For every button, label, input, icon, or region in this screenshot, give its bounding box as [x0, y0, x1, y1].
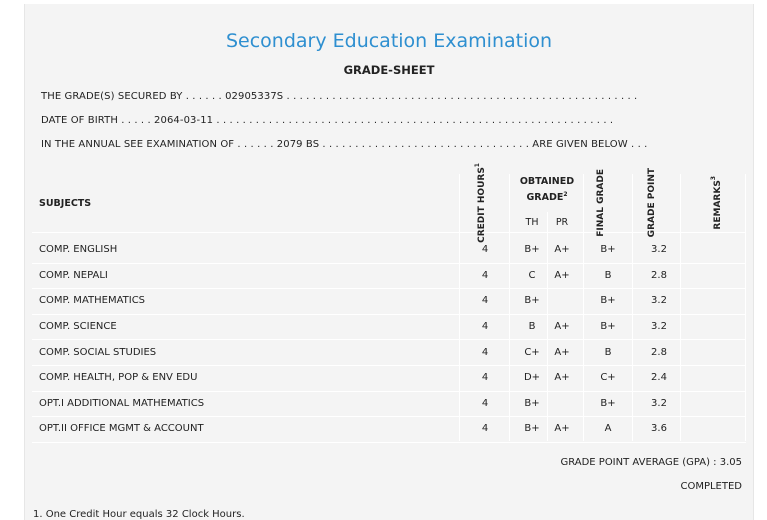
th-grade-cell: C+ [524, 346, 540, 358]
final-grade-cell: B+ [600, 295, 616, 307]
exam-label: IN THE ANNUAL SEE EXAMINATION OF . . . . . . [41, 139, 277, 150]
credit-hours-header [472, 163, 498, 243]
pr-grade-cell: A+ [554, 321, 570, 333]
dob-label: DATE OF BIRTH . . . . . [41, 115, 155, 126]
pr-grade-cell [547, 288, 577, 314]
remarks-header [692, 174, 740, 232]
table-row [32, 416, 746, 443]
final-grade-cell: C+ [600, 372, 616, 384]
symbol-number: 02905337S [225, 91, 284, 102]
table-row [32, 339, 746, 366]
gpa-summary: GRADE POINT AVERAGE (GPA) : 3.05 [560, 457, 742, 468]
credit-hours-cell: 4 [481, 295, 489, 307]
grade-secured-line [41, 91, 637, 102]
exam-dots: . . . . . . . . . . . . . . . . . . . . . . . . . . . . . . . . ARE GIVEN BELOW . . . [319, 139, 648, 150]
subjects-header: SUBJECTS [39, 197, 92, 209]
grade-point-cell: 2.8 [651, 346, 667, 358]
pr-grade-cell: A+ [554, 423, 570, 435]
credit-hours-cell: 4 [481, 346, 489, 358]
final-grade-header [590, 169, 626, 237]
remarks-cell [692, 416, 740, 442]
remarks-cell [692, 263, 740, 289]
footnote-credit-hour: 1. One Credit Hour equals 32 Clock Hours. [33, 509, 245, 520]
subject-cell: COMP. SOCIAL STUDIES [39, 346, 157, 358]
page-subtitle: GRADE-SHEET [343, 63, 435, 77]
table-row [32, 391, 746, 418]
grade-point-cell: 3.2 [651, 295, 667, 307]
table-row [32, 237, 746, 264]
grade-point-label: GRADE POINT [647, 168, 657, 238]
grade-point-cell: 2.8 [651, 269, 667, 281]
credit-hours-cell: 4 [481, 372, 489, 384]
final-grade-cell: B [604, 346, 612, 358]
remarks-cell [692, 314, 740, 340]
th-grade-cell: B+ [524, 397, 540, 409]
final-grade-cell: B+ [600, 244, 616, 256]
dob-value: 2064-03-11 [154, 115, 214, 126]
th-grade-cell: B [528, 321, 536, 333]
final-grade-cell: B [604, 269, 612, 281]
credit-hours-cell: 4 [481, 397, 489, 409]
grade-secured-dots: . . . . . . . . . . . . . . . . . . . . . . . . . . . . . . . . . . . . . . . . . . . . . . . . . . . . . . [283, 91, 638, 102]
obtained-grade-label: OBTAINED GRADE [519, 176, 575, 204]
grade-point-cell: 3.2 [651, 397, 667, 409]
obtained-grade-header [517, 174, 577, 206]
pr-grade-cell: A+ [554, 269, 570, 281]
subject-cell: COMP. ENGLISH [39, 244, 118, 256]
page-title: Secondary Education Examination [225, 30, 553, 52]
th-grade-cell: B+ [524, 244, 540, 256]
remarks-cell [692, 365, 740, 391]
pr-header: PR [555, 216, 569, 228]
remarks-cell [692, 339, 740, 365]
th-header: TH [525, 216, 539, 228]
table-row [32, 365, 746, 392]
grade-point-cell: 3.6 [651, 423, 667, 435]
subject-cell: COMP. MATHEMATICS [39, 295, 146, 307]
subject-cell: OPT.I ADDITIONAL MATHEMATICS [39, 397, 205, 409]
grade-secured-label: THE GRADE(S) SECURED BY . . . . . . [41, 91, 226, 102]
subject-cell: COMP. SCIENCE [39, 321, 117, 333]
table-row [32, 288, 746, 315]
final-grade-label: FINAL GRADE [596, 169, 606, 237]
grade-point-cell: 2.4 [651, 372, 667, 384]
remarks-cell [692, 391, 740, 417]
remarks-footnote-mark: 3 [710, 176, 717, 181]
table-row [32, 314, 746, 341]
subject-cell: OPT.II OFFICE MGMT & ACCOUNT [39, 423, 204, 435]
subject-cell: COMP. NEPALI [39, 269, 108, 281]
exam-year: 2079 BS [276, 139, 320, 150]
th-grade-cell: D+ [523, 372, 541, 384]
pr-grade-cell: A+ [554, 346, 570, 358]
final-grade-cell: A [604, 423, 612, 435]
credit-hours-cell: 4 [481, 269, 489, 281]
grade-sheet [24, 4, 754, 520]
th-grade-cell: B+ [524, 423, 540, 435]
credit-footnote-mark: 1 [474, 163, 481, 168]
exam-line [41, 139, 647, 150]
remarks-cell [692, 237, 740, 263]
pr-grade-cell [547, 391, 577, 417]
table-row [32, 263, 746, 290]
pr-grade-cell: A+ [554, 244, 570, 256]
completion-status: COMPLETED [680, 481, 742, 492]
dob-dots: . . . . . . . . . . . . . . . . . . . . . . . . . . . . . . . . . . . . . . . . . . . . . . . . . . . . . . . . . . . . . [213, 115, 614, 126]
credit-hours-cell: 4 [481, 423, 489, 435]
grade-point-cell: 3.2 [651, 244, 667, 256]
pr-grade-cell: A+ [554, 372, 570, 384]
remarks-cell [692, 288, 740, 314]
final-grade-cell: B+ [600, 397, 616, 409]
obtained-footnote-mark: 2 [563, 191, 568, 199]
grade-point-header [639, 168, 679, 238]
th-grade-cell: B+ [524, 295, 540, 307]
subject-cell: COMP. HEALTH, POP & ENV EDU [39, 372, 198, 384]
table-header [32, 163, 746, 243]
remarks-label: REMARKS [713, 180, 723, 230]
credit-hours-label: CREDIT HOURS [477, 167, 487, 243]
final-grade-cell: B+ [600, 321, 616, 333]
dob-line [41, 115, 613, 126]
grade-point-cell: 3.2 [651, 321, 667, 333]
th-grade-cell: C [528, 269, 536, 281]
credit-hours-cell: 4 [481, 244, 489, 256]
credit-hours-cell: 4 [481, 321, 489, 333]
